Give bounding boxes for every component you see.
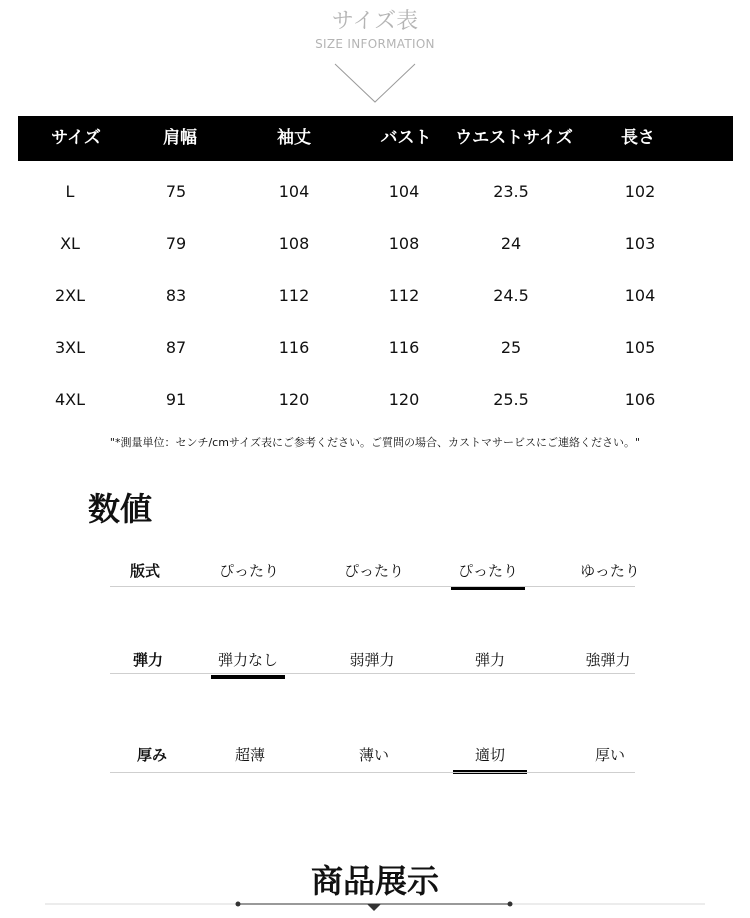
table-row (0, 388, 750, 440)
cell-bust: 108 (388, 234, 420, 253)
size-table-header (18, 116, 733, 161)
attr-label-fit: 版式 (129, 562, 161, 580)
cell-waist: 25.5 (493, 390, 529, 409)
size-chart-subtitle: SIZE INFORMATION (315, 37, 435, 51)
chevron-down-icon (333, 62, 417, 104)
attr-group-thickness (110, 744, 635, 794)
cell-shoulder: 87 (165, 338, 187, 357)
attr-option-selected: 適切 (474, 746, 506, 764)
cell-shoulder: 79 (165, 234, 187, 253)
attr-group-fit (110, 560, 640, 610)
cell-waist: 24.5 (493, 286, 529, 305)
cell-length: 103 (624, 234, 656, 253)
cell-waist: 24 (500, 234, 522, 253)
measurement-note: "*測量単位：センチ/cmサイズ表にご参考ください。ご質問の場合、カストマサービスにご連絡ください。" (109, 436, 641, 449)
cell-bust: 120 (388, 390, 420, 409)
table-row (0, 232, 750, 284)
product-display-title: 商品展示 (310, 862, 439, 900)
header-waist: ウエストサイズ (455, 128, 573, 148)
header-shoulder: 肩幅 (163, 128, 197, 148)
cell-sleeve: 112 (278, 286, 310, 305)
size-chart-title: サイズ表 (331, 9, 419, 34)
table-row (0, 180, 750, 232)
attr-option: 強弾力 (585, 651, 631, 669)
cell-shoulder: 91 (165, 390, 187, 409)
cell-length: 102 (624, 182, 656, 201)
header-size: サイズ (51, 128, 101, 148)
attr-option: 厚い (594, 746, 626, 764)
cell-length: 104 (624, 286, 656, 305)
cell-size: 4XL (54, 390, 86, 409)
divider (110, 673, 635, 674)
attr-option: 弾力 (474, 651, 506, 669)
header-bust: バスト (380, 128, 432, 148)
attr-option: ぴったり (218, 562, 280, 580)
cell-waist: 23.5 (493, 182, 529, 201)
attr-option-selected: 弾力なし (217, 651, 279, 669)
attr-option: ゆったり (580, 562, 640, 580)
values-title: 数値 (88, 490, 153, 528)
cell-size: XL (60, 234, 80, 253)
divider (110, 772, 635, 773)
cell-sleeve: 120 (278, 390, 310, 409)
cell-bust: 104 (388, 182, 420, 201)
attr-group-elasticity (110, 649, 635, 699)
attr-option: 弱弾力 (349, 651, 395, 669)
attr-option-selected: ぴったり (457, 562, 519, 580)
cell-length: 105 (624, 338, 656, 357)
attr-option: 薄い (358, 746, 390, 764)
cell-length: 106 (624, 390, 656, 409)
cell-size: 3XL (54, 338, 86, 357)
cell-sleeve: 116 (278, 338, 310, 357)
attr-option: 超薄 (234, 746, 266, 764)
cell-shoulder: 83 (165, 286, 187, 305)
attr-label-thickness: 厚み (136, 746, 168, 764)
attr-label-elasticity: 弾力 (132, 651, 164, 669)
cell-sleeve: 104 (278, 182, 310, 201)
header-sleeve: 袖丈 (277, 128, 311, 148)
cell-sleeve: 108 (278, 234, 310, 253)
cell-size: 2XL (54, 286, 86, 305)
cell-waist: 25 (500, 338, 522, 357)
cell-size: L (65, 182, 75, 201)
title-decoration (0, 896, 750, 916)
cell-bust: 112 (388, 286, 420, 305)
cell-shoulder: 75 (165, 182, 187, 201)
table-row (0, 336, 750, 388)
divider (110, 586, 635, 587)
attr-option: ぴったり (343, 562, 405, 580)
header-length: 長さ (621, 128, 655, 148)
table-row (0, 284, 750, 336)
cell-bust: 116 (388, 338, 420, 357)
